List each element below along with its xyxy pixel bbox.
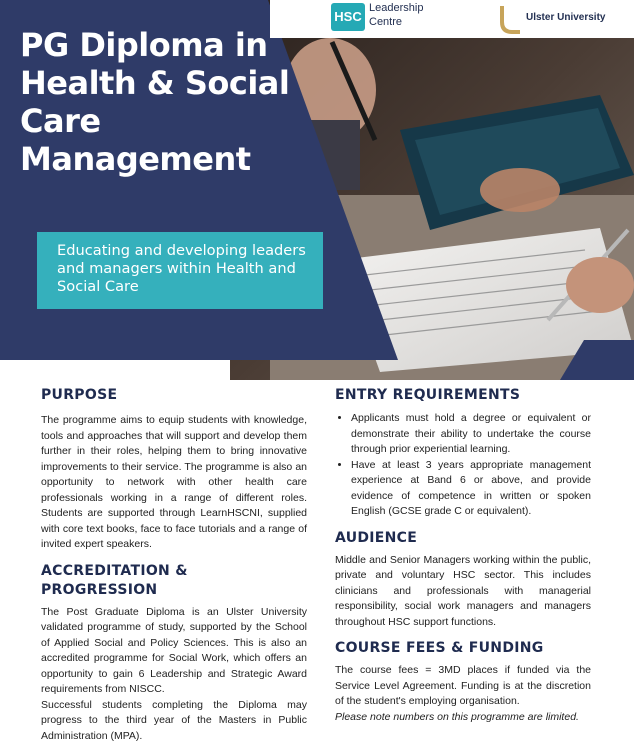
tagline-box [37, 232, 323, 309]
fees-note: Please note numbers on this programme are limited. [335, 710, 579, 723]
accreditation-body: The Post Graduate Diploma is an Ulster University validated programme of study, supported by the School of Applied Social and Policy Sciences. This is also an accredited programme for Social Work, which offers an opportunity to gain 6 Leadership and Strategic Award requirements from NISCC. [41, 605, 307, 695]
entry-item: • Have at least 3 years appropriate management experience at Band 6 or above, and provide evidence of competence in written or spoken English (GCSE grade C or equivalent). [351, 458, 591, 520]
ulster-mark-icon [498, 4, 522, 34]
ulster-university-logo [498, 4, 608, 36]
right-column [335, 386, 591, 725]
entry-item: • Applicants must hold a degree or equivalent or demonstrate their ability to undertake the course through prior experiential learning. [351, 411, 591, 458]
ulster-logo-text: Ulster University [526, 12, 606, 23]
audience-heading: AUDIENCE [335, 529, 418, 546]
fees-body: The course fees = 3MD places if funded via the Service Level Agreement. Funding is at the discretion of the student's employing organisation. [335, 664, 591, 707]
accreditation-heading: ACCREDITATION & PROGRESSION [41, 562, 188, 598]
progression-body: Successful students completing the Diploma may progress to the third year of the Masters in Public Administration (MPA). [41, 698, 307, 742]
entry-list [335, 411, 591, 520]
purpose-body: The programme aims to equip students with knowledge, tools and approaches that will support and develop them further in their roles, helping them to bring innovative improvements to their service. The programme is also an opportunity to network with other health care professionals working in a range of different roles. Students are supported through LearnHSCNI, supplied with core text books, face to face tutorials and a range of invited expert speakers. [41, 414, 307, 550]
hsc-badge: HSC [331, 3, 365, 31]
fees-heading: COURSE FEES & FUNDING [335, 640, 544, 656]
hsc-logo-text: Leadership Centre [369, 2, 424, 28]
entry-heading: ENTRY REQUIREMENTS [335, 387, 521, 403]
page-title: PG Diploma in Health & Social Care Management [20, 26, 290, 178]
purpose-heading: PURPOSE [41, 387, 118, 403]
tagline-text: Educating and developing leaders and managers within Health and Social Care [57, 242, 306, 295]
audience-body: Middle and Senior Managers working within the public, private and voluntary HSC sector. This includes clinicians and professionals with managerial responsibility, social work managers and managers throughout HSC support functions. [335, 553, 591, 628]
left-column [41, 386, 307, 744]
